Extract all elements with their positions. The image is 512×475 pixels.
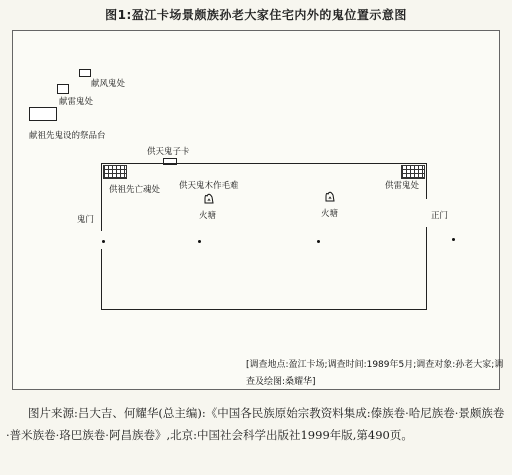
house-left-wall-lower [101,249,102,309]
ancestor-soul-label: 供祖先亡魂处 [109,185,161,195]
sky-ghost-zika-label: 供天鬼子卡 [147,147,190,157]
post-marker [198,240,201,243]
house-right-wall-lower [426,227,427,309]
house-top-wall [101,163,427,164]
figure-title: 图1:盈江卡场景颇族孙老大家住宅内外的鬼位置示意图 [105,8,407,22]
hearth-left-icon [203,191,215,205]
ghost-door-label: 鬼门 [77,215,95,225]
diagram-frame [12,30,504,390]
ancestor-offering-table [29,107,57,121]
hearth-right-icon [324,189,336,203]
thunder-shrine-grid [401,165,425,179]
figure-source: 图片来源:吕大吉、何耀华(总主编):《中国各民族原始宗教资料集成:傣族卷·哈尼族卷·景颇族卷·普米族卷·珞巴族卷·阿昌族卷》,北京:中国社会科学出版社1999年版,第490页。 [6,406,505,442]
thunder-ghost-label: 献雷鬼处 [59,97,94,107]
post-marker [317,240,320,243]
post-marker [452,238,455,241]
ancestor-shrine-grid [103,165,127,179]
thunder-ghost-altar [57,84,69,94]
post-marker [102,240,105,243]
house-right-wall-upper [426,163,427,199]
hearth-left-label: 火塘 [199,211,217,221]
main-door-label: 正门 [431,211,449,221]
thunder-ghost-inside-label: 供雷鬼处 [385,181,420,191]
hearth-right-label: 火塘 [321,209,339,219]
ancestor-offering-label: 献祖先鬼设的祭品台 [29,131,106,141]
wind-ghost-altar [79,69,91,77]
house-left-wall-upper [101,163,102,231]
house-bottom-wall [101,309,427,310]
wind-ghost-label: 献风鬼处 [91,79,126,89]
sky-ghost-mumao-label: 供天鬼木作毛难 [179,181,239,191]
survey-note: [调查地点:盈江卡场;调查时间:1989年5月;调查对象:孙老大家;调查及绘图:桑耀华] [246,360,504,387]
